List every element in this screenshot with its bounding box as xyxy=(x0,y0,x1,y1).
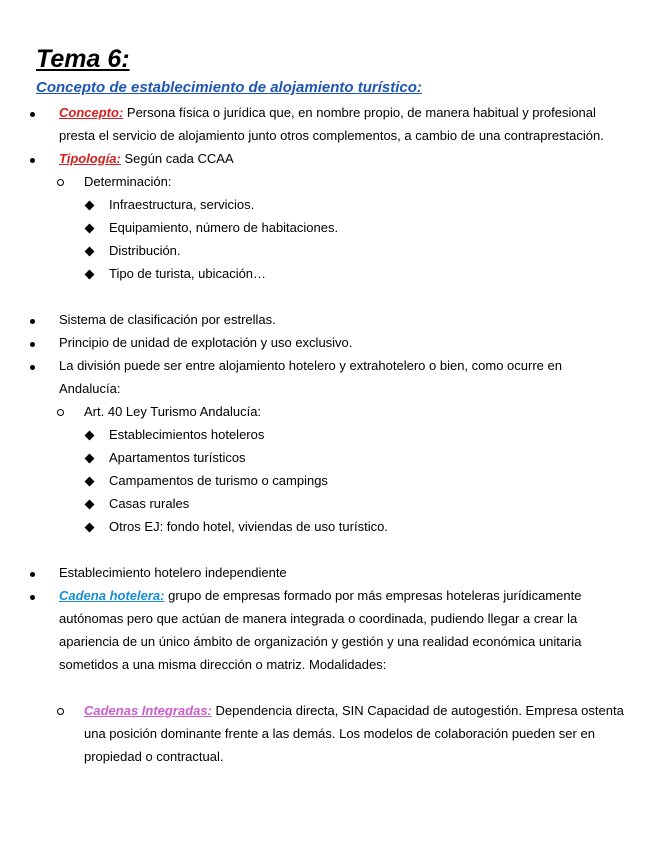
item-text: La división puede ser entre alojamiento hotelero y extrahotelero o bien, como ocurre en Andalucía: xyxy=(59,358,562,396)
bullet-circle-icon xyxy=(57,400,64,423)
tipologia-text: Según cada CCAA xyxy=(124,151,234,166)
bullet-circle-icon xyxy=(57,699,64,722)
item-text: Casas rurales xyxy=(109,496,190,511)
item-text: Otros EJ: fondo hotel, viviendas de uso turístico. xyxy=(109,519,388,534)
item-text: Establecimiento hotelero independiente xyxy=(59,565,287,580)
item-text: Equipamiento, número de habitaciones. xyxy=(109,220,339,235)
bullet-diamond-icon xyxy=(86,216,93,239)
bullet-diamond-icon xyxy=(86,193,93,216)
item-text: Campamentos de turismo o campings xyxy=(109,473,328,488)
art40-text: Art. 40 Ley Turismo Andalucía: xyxy=(84,404,262,419)
spacer xyxy=(0,676,656,699)
list-item-tipologia xyxy=(0,147,656,170)
item-text: Principio de unidad de explotación y uso exclusivo. xyxy=(59,335,353,350)
integradas-text: Dependencia directa, SIN Capacidad de autogestión. Empresa ostenta una posición dominante frente a las demás. Los modelos de colaboración pueden ser en propiedad o contractual. xyxy=(84,703,624,764)
item-text: Tipo de turista, ubicación… xyxy=(109,266,267,281)
list-item xyxy=(0,308,656,331)
tipologia-label: Tipología: xyxy=(59,151,121,166)
list-item xyxy=(0,262,656,285)
item-text: Apartamentos turísticos xyxy=(109,450,246,465)
section-heading: Concepto de establecimiento de alojamiento turístico: xyxy=(36,79,422,96)
item-text: Sistema de clasificación por estrellas. xyxy=(59,312,276,327)
list-item xyxy=(0,239,656,262)
spacer xyxy=(0,538,656,561)
content xyxy=(0,101,656,768)
bullet-diamond-icon xyxy=(86,239,93,262)
list-item xyxy=(0,446,656,469)
spacer xyxy=(0,285,656,308)
cadena-label: Cadena hotelera: xyxy=(59,588,165,603)
bullet-diamond-icon xyxy=(86,492,93,515)
bullet-dot-icon xyxy=(30,561,35,584)
bullet-diamond-icon xyxy=(86,469,93,492)
list-item xyxy=(0,561,656,584)
list-item-integradas xyxy=(0,699,656,768)
bullet-circle-icon xyxy=(57,170,64,193)
bullet-dot-icon xyxy=(30,101,35,124)
list-item xyxy=(0,216,656,239)
cadena-text: grupo de empresas formado por más empresas hoteleras jurídicamente autónomas pero que actúan de manera integrada o coordinada, pudiendo llegar a crear la apariencia de un único ámbito de organización y gestión y una realidad económica unitaria sometidos a una misma dirección o matriz. Modalidades: xyxy=(59,588,582,672)
bullet-dot-icon xyxy=(30,584,35,607)
bullet-diamond-icon xyxy=(86,446,93,469)
item-text: Infraestructura, servicios. xyxy=(109,197,255,212)
list-item-art40 xyxy=(0,400,656,423)
list-item xyxy=(0,492,656,515)
bullet-dot-icon xyxy=(30,147,35,170)
bullet-dot-icon xyxy=(30,354,35,377)
list-item xyxy=(0,423,656,446)
item-text: Distribución. xyxy=(109,243,181,258)
item-text: Establecimientos hoteleros xyxy=(109,427,265,442)
bullet-diamond-icon xyxy=(86,423,93,446)
list-item xyxy=(0,193,656,216)
bullet-dot-icon xyxy=(30,308,35,331)
list-item xyxy=(0,469,656,492)
bullet-diamond-icon xyxy=(86,515,93,538)
list-item-determinacion xyxy=(0,170,656,193)
list-item xyxy=(0,331,656,354)
bullet-dot-icon xyxy=(30,331,35,354)
concepto-text: Persona física o jurídica que, en nombre propio, de manera habitual y profesional presta el servicio de alojamiento junto otros complementos, a cambio de una contraprestación. xyxy=(59,105,604,143)
integradas-label: Cadenas Integradas: xyxy=(84,703,212,718)
list-item xyxy=(0,354,656,400)
list-item xyxy=(0,515,656,538)
bullet-diamond-icon xyxy=(86,262,93,285)
list-item-concepto xyxy=(0,101,656,147)
page-title: Tema 6: xyxy=(36,45,130,73)
determinacion-text: Determinación: xyxy=(84,174,172,189)
concepto-label: Concepto: xyxy=(59,105,124,120)
list-item-cadena xyxy=(0,584,656,676)
